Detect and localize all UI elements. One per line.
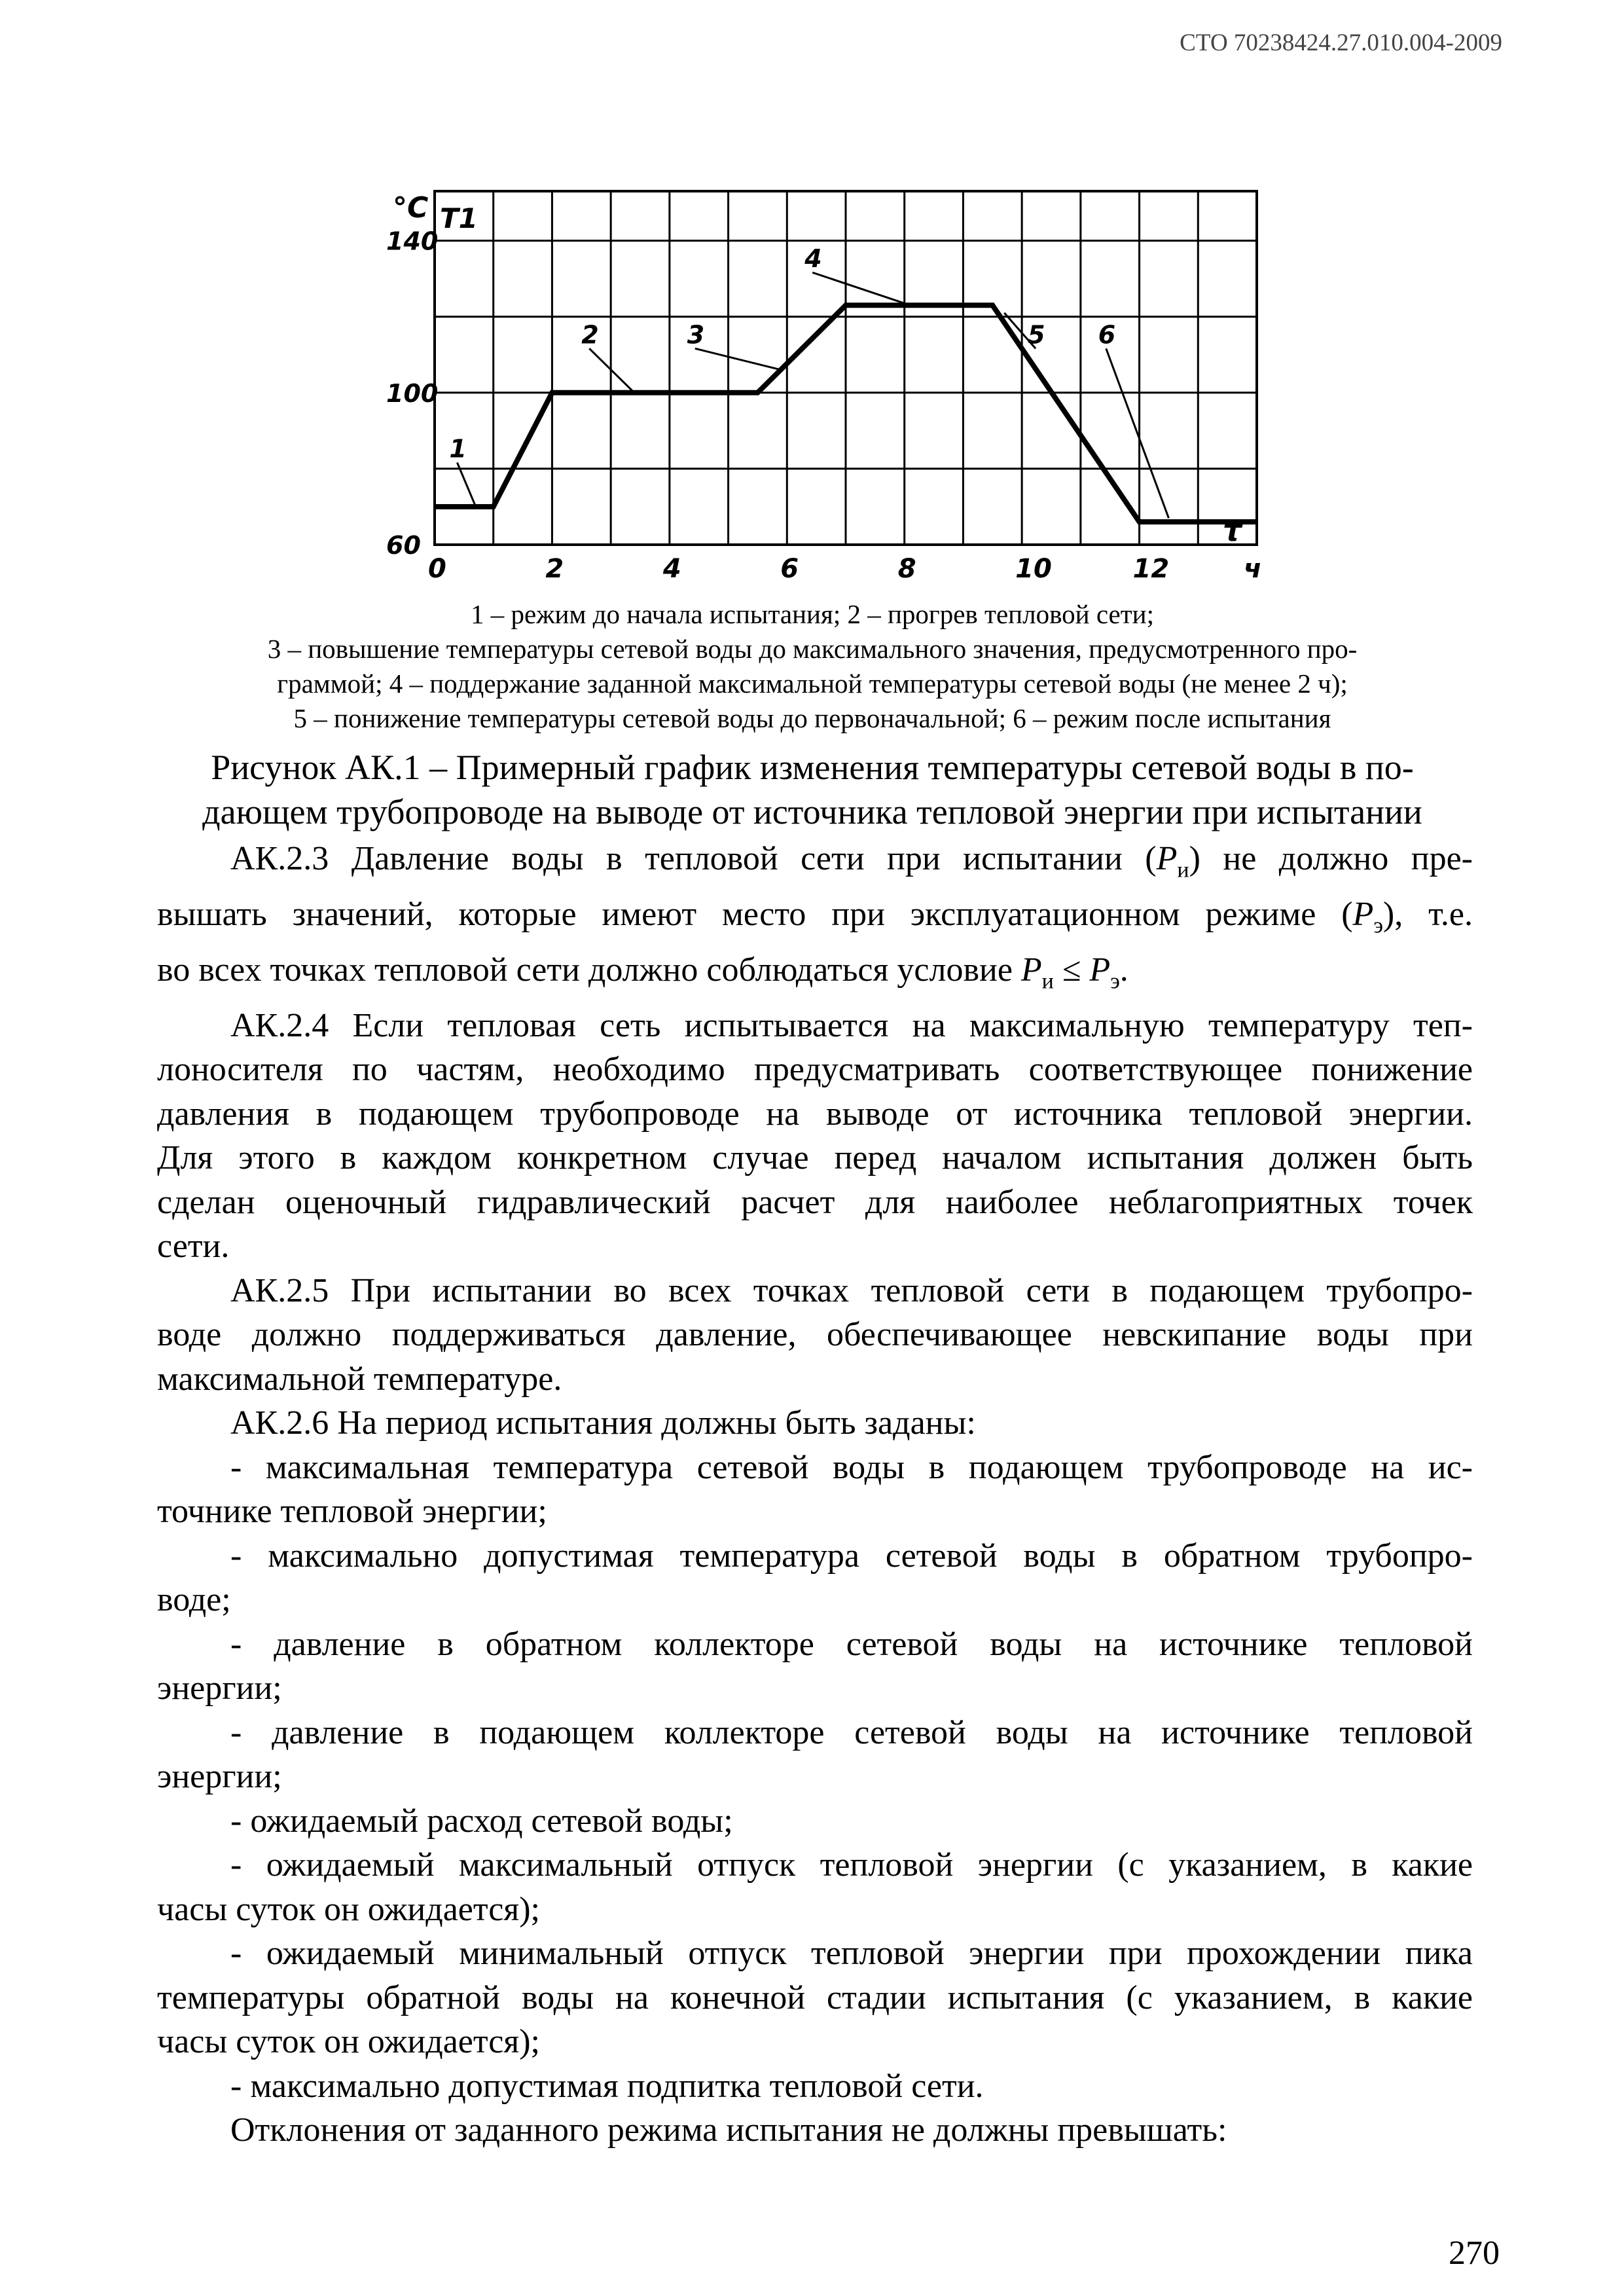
x-tick-label: 0 <box>428 554 446 584</box>
list-item-line: температуры обратной воды на конечной стадии испытания (с указанием, в какие <box>157 1978 1473 2016</box>
list-item-line: - максимально допустимая подпитка тепловой сети. <box>230 2067 984 2105</box>
document-code-header: СТО 70238424.27.010.004-2009 <box>1180 29 1502 56</box>
annotation-label: 4 <box>804 244 822 274</box>
text-span: во всех точках тепловой сети должно соблюдаться условие <box>157 951 1021 989</box>
annotation-label: 1 <box>449 434 467 464</box>
symbol-p: P <box>1020 951 1042 989</box>
legend-line: 3 – повышение температуры сетевой воды до максимального значения, предусмотренного про- <box>267 634 1358 664</box>
y-symbol-label: T1 <box>440 202 478 234</box>
paragraph-line: максимальной температуре. <box>157 1360 562 1398</box>
text-span: ) не должно пре- <box>1189 840 1473 877</box>
x-tick-label: 10 <box>1015 554 1052 584</box>
subscript-i: и <box>1177 858 1189 883</box>
symbol-p: P <box>1352 895 1374 933</box>
paragraph-line: Отклонения от заданного режима испытания не должны превышать: <box>230 2111 1227 2149</box>
figure-caption <box>161 745 1464 834</box>
y-unit-label: °C <box>393 191 429 225</box>
text-span: АК.2.3 Давление воды в тепловой сети при испытании ( <box>230 840 1157 877</box>
y-tick-label: 100 <box>386 378 439 408</box>
list-item-line: энергии; <box>157 1669 282 1707</box>
body-text <box>157 837 1473 2153</box>
paragraph-line: сделан оценочный гидравлический расчет для наиболее неблагоприятных точек <box>157 1183 1473 1221</box>
x-tick-label: 6 <box>780 554 799 584</box>
annotation-leader <box>695 348 782 370</box>
legend-line: 1 – режим до начала испытания; 2 – прогрев тепловой сети; <box>471 599 1154 629</box>
leq-sign: ≤ <box>1053 951 1090 989</box>
subscript-e: э <box>1110 969 1120 994</box>
symbol-p: P <box>1156 840 1178 877</box>
subscript-e: э <box>1373 913 1383 938</box>
paragraph-line: АК.2.5 При испытании во всех точках тепловой сети в подающем трубопро- <box>230 1271 1473 1309</box>
list-item-line: точнике тепловой энергии; <box>157 1493 547 1531</box>
x-tick-label: 4 <box>662 554 681 584</box>
annotation-label: 6 <box>1098 320 1116 350</box>
caption-line: дающем трубопроводе на выводе от источника тепловой энергии при испытании <box>202 792 1422 831</box>
annotation-leader <box>812 272 910 305</box>
text-span: . <box>1119 951 1128 989</box>
paragraph-line: Для этого в каждом конкретном случае перед началом испытания должен быть <box>157 1139 1473 1177</box>
paragraph-line: воде должно поддерживаться давление, обеспечивающее невскипание воды при <box>157 1316 1473 1354</box>
legend-line: граммой; 4 – поддержание заданной максимальной температуры сетевой воды (не менее 2 ч); <box>277 668 1348 699</box>
x-tick-label: 8 <box>897 554 916 584</box>
text-span: вышать значений, которые имеют место при эксплуатационном режиме ( <box>157 895 1353 933</box>
subscript-i: и <box>1041 969 1054 994</box>
temperature-chart <box>367 172 1270 591</box>
y-tick-label: 140 <box>386 227 439 256</box>
paragraph-line: АК.2.6 На период испытания должны быть заданы: <box>230 1404 976 1442</box>
list-item-line: - давление в обратном коллекторе сетевой воды на источнике тепловой <box>230 1625 1473 1663</box>
x-unit-label: ч <box>1244 554 1262 584</box>
paragraph-line: сети. <box>157 1228 230 1266</box>
paragraph-line <box>157 948 1473 1004</box>
text-span: ), т.е. <box>1382 895 1473 933</box>
list-item-line: - давление в подающем коллекторе сетевой воды на источнике тепловой <box>230 1713 1473 1751</box>
x-tick-label: 12 <box>1132 554 1170 584</box>
list-item-line: - максимально допустимая температура сетевой воды в обратном трубопро- <box>230 1537 1473 1575</box>
y-tick-label: 60 <box>386 531 421 560</box>
paragraph-line <box>157 892 1473 948</box>
x-tick-label: 2 <box>545 554 564 584</box>
annotation-leader <box>589 348 634 392</box>
list-item-line: - максимальная температура сетевой воды в подающем трубопроводе на ис- <box>230 1448 1473 1486</box>
list-item-line: - ожидаемый максимальный отпуск тепловой энергии (с указанием, в какие <box>230 1846 1473 1884</box>
paragraph-line: давления в подающем трубопроводе на выводе от источника тепловой энергии. <box>157 1095 1473 1133</box>
annotation-label: 2 <box>581 320 599 350</box>
annotation-leader <box>1106 348 1169 518</box>
paragraph-line <box>157 837 1473 892</box>
list-item-line: - ожидаемый минимальный отпуск тепловой энергии при прохождении пика <box>230 1935 1473 1973</box>
caption-line: Рисунок АК.1 – Примерный график изменения температуры сетевой воды в по- <box>211 748 1414 787</box>
list-item-line: часы суток он ожидается); <box>157 2023 540 2061</box>
list-item-line: воде; <box>157 1581 231 1619</box>
list-item-line: - ожидаемый расход сетевой воды; <box>230 1802 733 1840</box>
legend-line: 5 – понижение температуры сетевой воды до первоначальной; 6 – режим после испытания <box>293 703 1331 733</box>
page-number: 270 <box>1449 2234 1500 2272</box>
list-item-line: энергии; <box>157 1758 282 1796</box>
list-item-line: часы суток он ожидается); <box>157 1890 540 1928</box>
figure-legend <box>161 597 1464 736</box>
annotation-label: 3 <box>687 320 705 350</box>
annotation-label: 5 <box>1028 320 1045 350</box>
x-symbol-label: τ <box>1223 513 1242 548</box>
paragraph-line: лоносителя по частям, необходимо предусматривать соответствующее понижение <box>157 1051 1473 1089</box>
paragraph-line: АК.2.4 Если тепловая сеть испытывается на максимальную температуру теп- <box>230 1006 1473 1044</box>
chart-svg <box>367 172 1270 591</box>
symbol-p: P <box>1089 951 1111 989</box>
